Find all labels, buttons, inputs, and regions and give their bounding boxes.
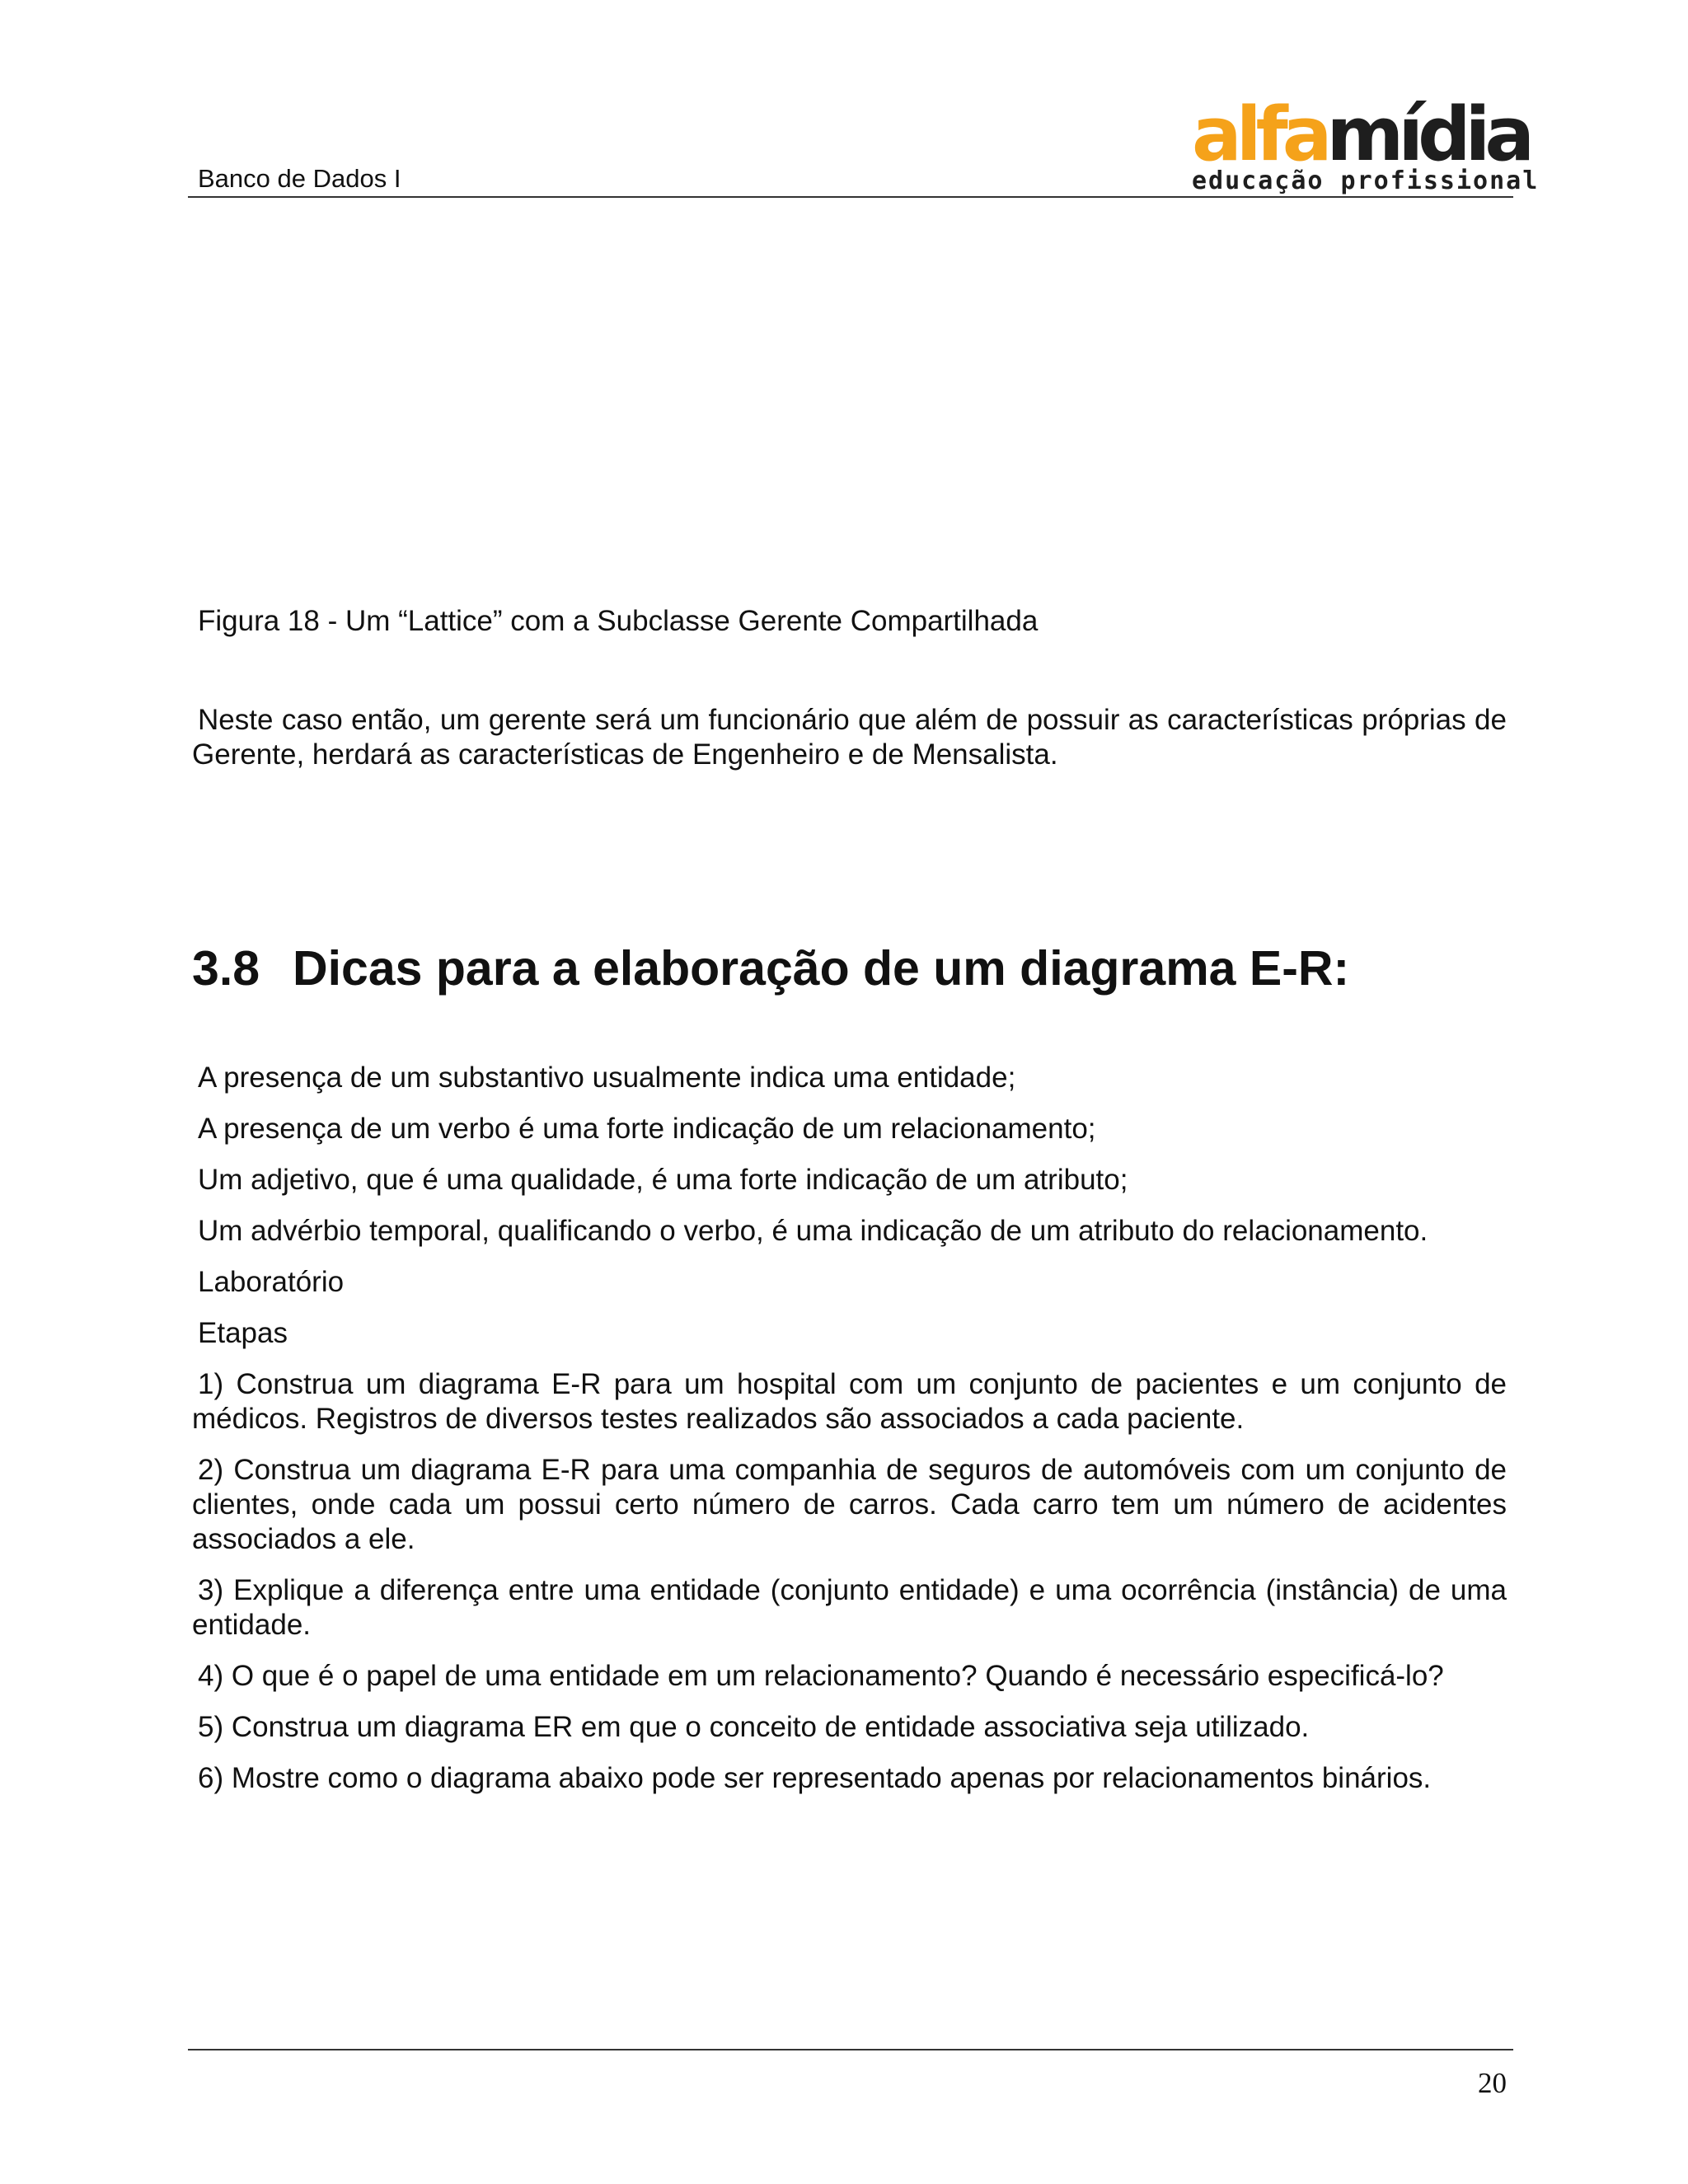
header-divider [188,196,1513,198]
intro-paragraph: Neste caso então, um gerente será um funcionário que além de possuir as características próprias de Gerente, herdará as características de Engenheiro e de Mensalista. [192,704,1507,771]
steps-heading: Etapas [198,1317,288,1349]
logo-alfa: alfa [1192,91,1327,178]
figure-caption: Figura 18 - Um “Lattice” com a Subclasse Gerente Compartilhada [198,605,1039,637]
logo-wordmark [1192,91,1530,178]
exercise-6: 6) Mostre como o diagrama abaixo pode ser representado apenas por relacionamentos binários. [198,1762,1432,1794]
exercise-2: 2) Construa um diagrama E-R para uma companhia de seguros de automóveis com um conjunto de clientes, onde cada um possui certo número de carros. Cada carro tem um número de acidentes associados a ele. [192,1454,1507,1555]
tip-verbo: A presença de um verbo é uma forte indicação de um relacionamento; [198,1113,1096,1145]
exercise-5: 5) Construa um diagrama ER em que o conceito de entidade associativa seja utilizado. [198,1711,1310,1743]
exercise-4: 4) O que é o papel de uma entidade em um relacionamento? Quando é necessário especificá-lo? [198,1660,1444,1692]
logo-tagline: educação profissional [1192,166,1540,195]
footer-divider [188,2049,1513,2050]
section-title: Dicas para a elaboração de um diagrama E-R: [293,941,1350,996]
tip-adjetivo: Um adjetivo, que é uma qualidade, é uma forte indicação de um atributo; [198,1164,1128,1196]
exercise-1: 1) Construa um diagrama E-R para um hospital com um conjunto de pacientes e um conjunto de médicos. Registros de diversos testes realizados são associados a cada paciente. [192,1368,1507,1435]
exercise-3: 3) Explique a diferença entre uma entidade (conjunto entidade) e uma ocorrência (instância) de uma entidade. [192,1574,1507,1641]
lab-heading: Laboratório [198,1266,345,1298]
page-number: 20 [1478,2067,1507,2099]
tip-substantivo: A presença de um substantivo usualmente indica uma entidade; [198,1062,1016,1094]
header-title: Banco de Dados I [198,164,401,193]
section-number: 3.8 [192,941,260,996]
logo-midia: mídia [1326,91,1530,178]
tip-adverbio: Um advérbio temporal, qualificando o verbo, é uma indicação de um atributo do relacionamento. [198,1215,1428,1247]
alfamidia-logo [1192,91,1540,196]
section-heading [192,940,1349,997]
